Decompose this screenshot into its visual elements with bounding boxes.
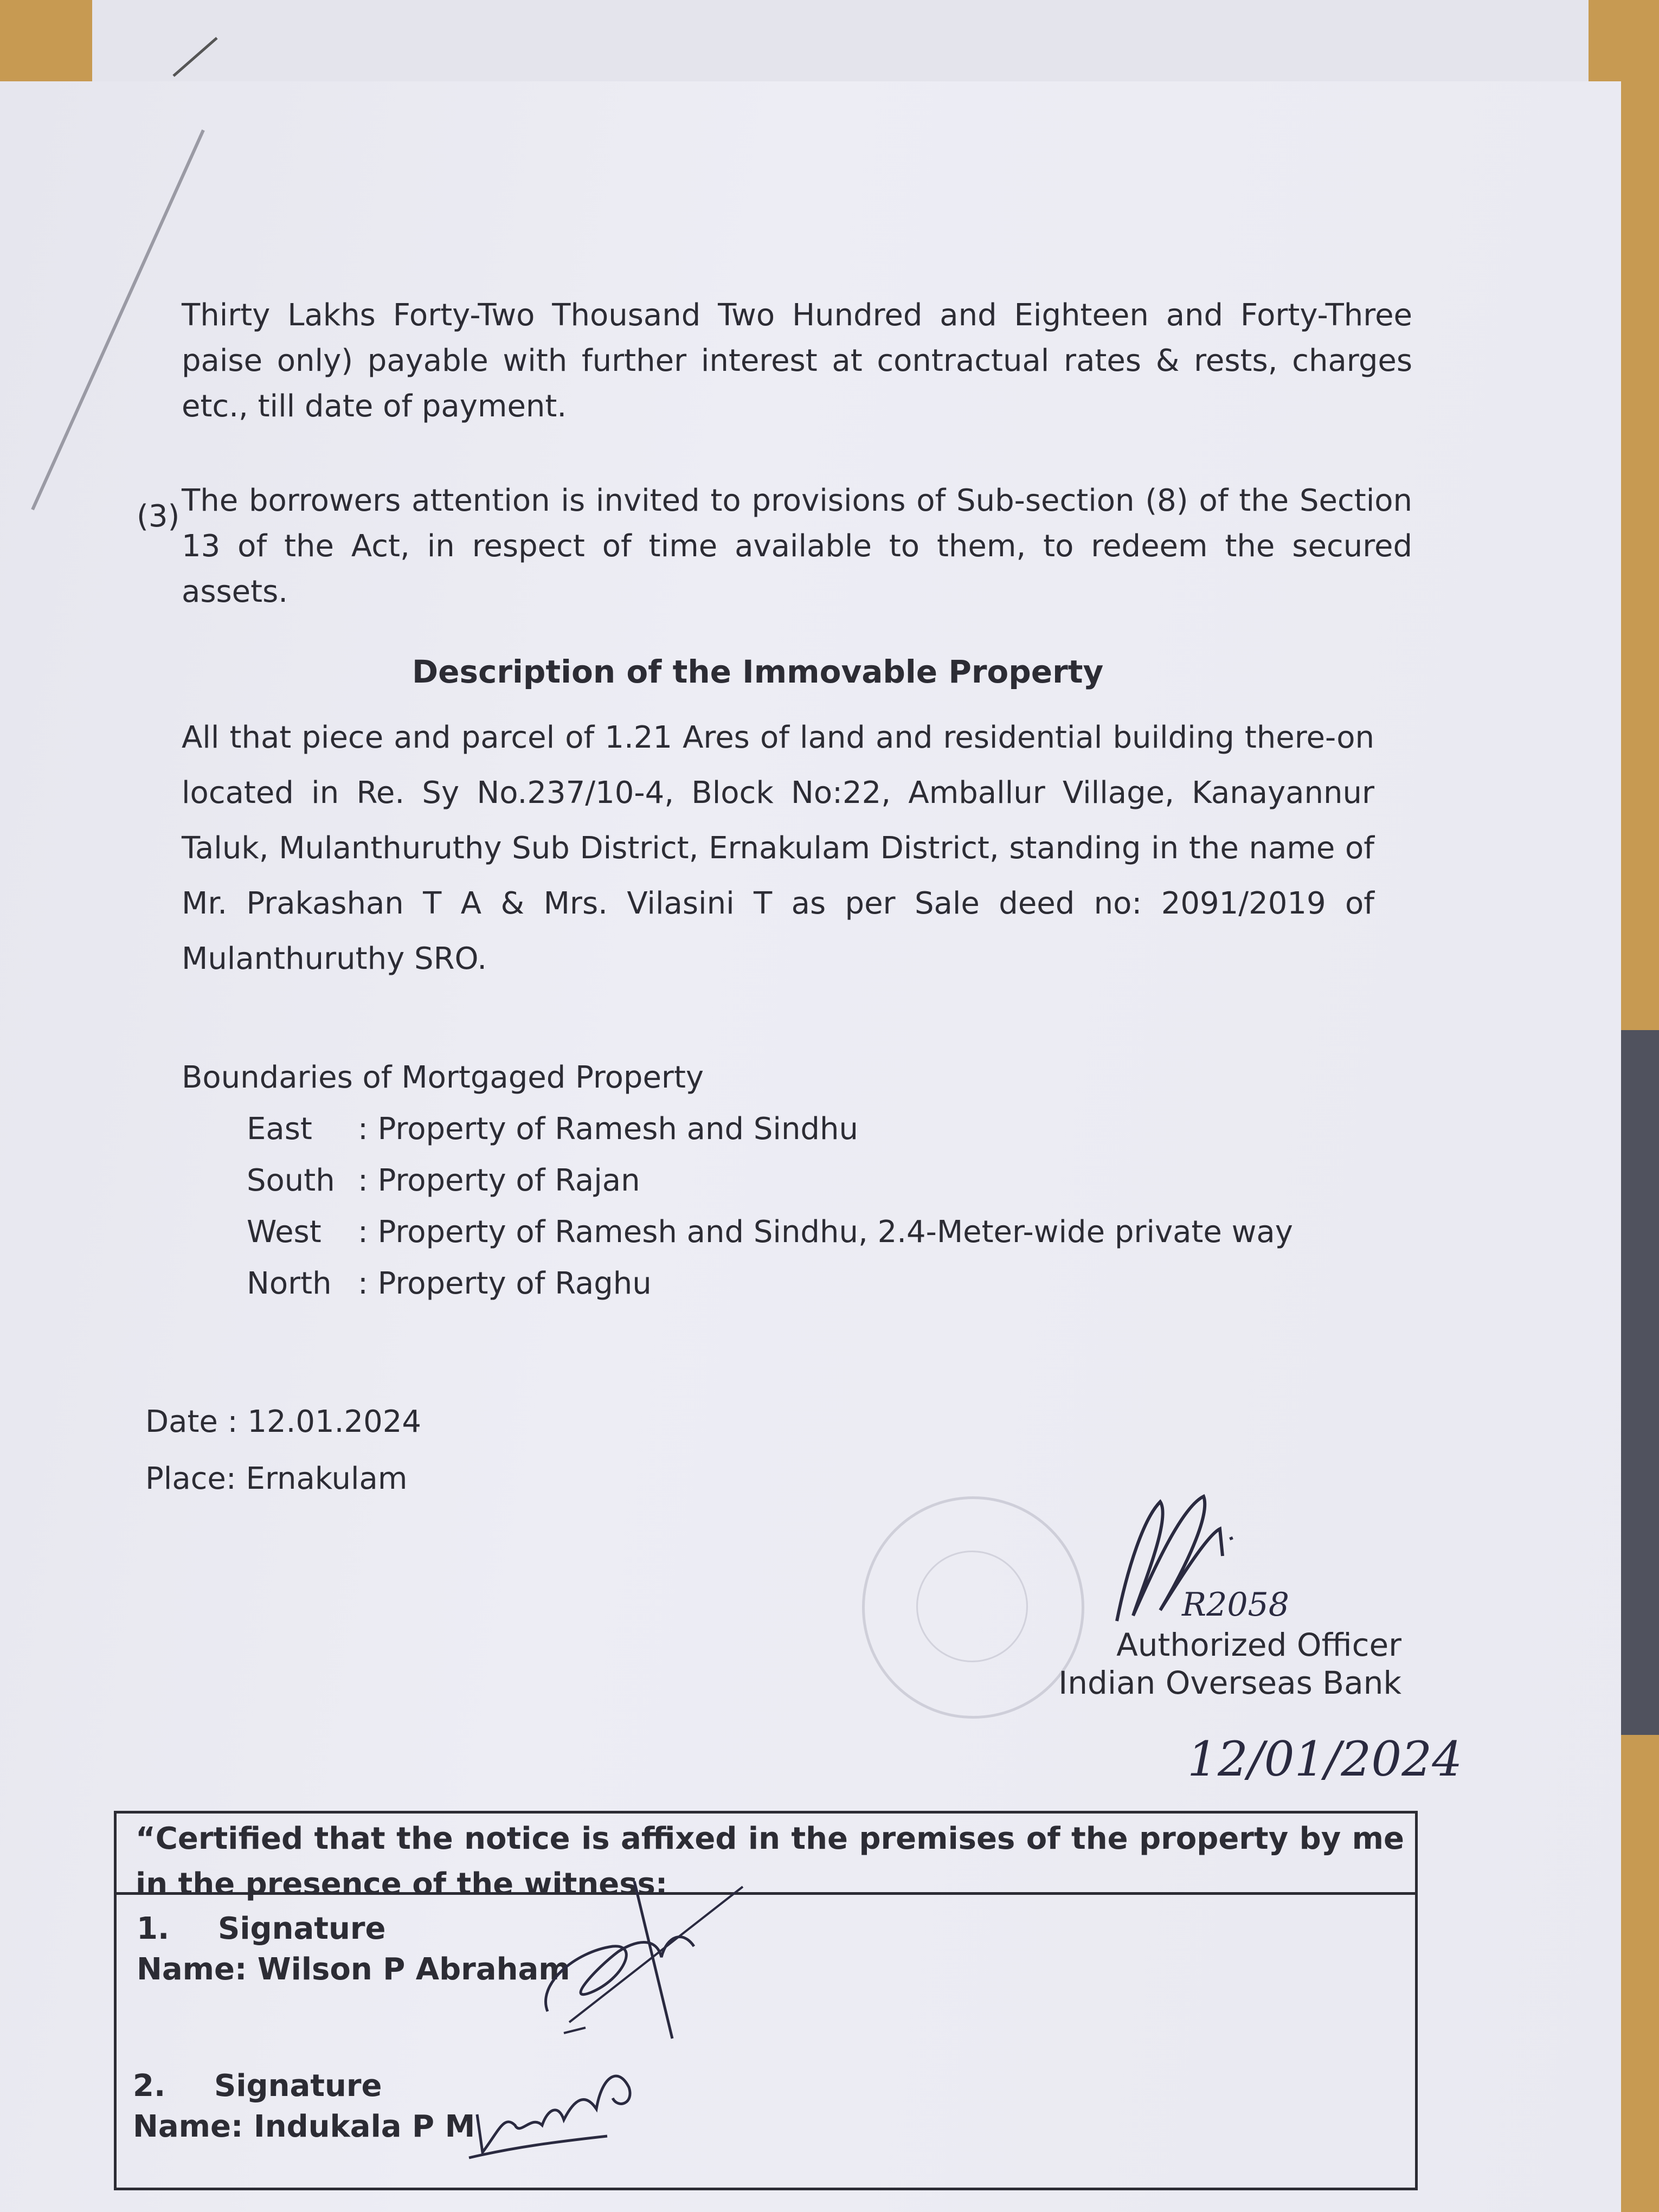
boundary-value: : Property of Raghu [358, 1266, 652, 1301]
place-line: Place: Ernakulam [145, 1461, 408, 1496]
witness-1-signature-line [137, 1911, 386, 1946]
paragraph-number-3: (3) [137, 499, 180, 534]
boundary-label: East [247, 1111, 312, 1147]
boundary-label: South [247, 1163, 335, 1198]
date-line: Date : 12.01.2024 [145, 1404, 421, 1439]
handwritten-date-text: 12/01/2024 [1187, 1731, 1463, 1787]
boundary-value: : Property of Ramesh and Sindhu [358, 1111, 858, 1147]
property-description: All that piece and parcel of 1.21 Ares of land and residential building there-on located in Re. Sy No.237/10-4, Block No:22, Amballur Village, Kanayannur Taluk, Mulanthuruthy Sub District, Ernakulam District, standing in the name of Mr. Prakashan T A & Mrs. Vilasini T as per Sale deed no: 2091/2019 of Mulanthuruthy SRO. [182, 720, 1374, 976]
background-object [1621, 1030, 1659, 1735]
officer-title: Authorized Officer [1116, 1626, 1401, 1663]
faded-seal-inner [916, 1551, 1028, 1662]
property-heading: Description of the Immovable Property [412, 653, 1104, 690]
boundary-label: West [247, 1214, 321, 1250]
witness-1-name: Name: Wilson P Abraham [137, 1952, 570, 1987]
boundary-value: : Property of Rajan [358, 1163, 640, 1198]
witness-number: 1. [137, 1911, 170, 1946]
handwritten-date [1182, 1719, 1463, 1795]
witness-1-signature [531, 1876, 759, 2055]
paragraph-amount: Thirty Lakhs Forty-Two Thousand Two Hundred and Eighteen and Forty-Three paise only) payable with further interest at contractual rates & rests, charges etc., till date of payment. [182, 298, 1412, 424]
bank-name: Indian Overseas Bank [1058, 1664, 1401, 1701]
boundary-north [247, 1266, 652, 1301]
witness-signature-label: Signature [214, 2068, 382, 2104]
boundary-label: North [247, 1266, 332, 1301]
boundary-value: : Property of Ramesh and Sindhu, 2.4-Meter-wide private way [358, 1214, 1293, 1250]
boundary-east [247, 1111, 858, 1147]
witness-signature-label: Signature [218, 1911, 386, 1946]
officer-signature [1095, 1486, 1323, 1632]
signature-note: R2058 [1182, 1586, 1289, 1624]
witness-number: 2. [133, 2068, 166, 2104]
witness-2-name: Name: Indukala P M [133, 2109, 475, 2144]
boundaries-heading: Boundaries of Mortgaged Property [182, 1060, 704, 1095]
boundary-south [247, 1163, 640, 1198]
witness-2-signature-line [133, 2068, 382, 2104]
boundary-west [247, 1214, 1293, 1250]
paragraph-redeem-notice: The borrowers attention is invited to provisions of Sub-section (8) of the Section 13 of the Act, in respect of time available to them, to redeem the secured assets. [182, 483, 1412, 609]
pencil-mark [0, 0, 271, 542]
certification-statement: “Certified that the notice is affixed in the premises of the property by me in the presence of the witness: [136, 1821, 1404, 1902]
witness-2-signature [466, 2044, 645, 2163]
